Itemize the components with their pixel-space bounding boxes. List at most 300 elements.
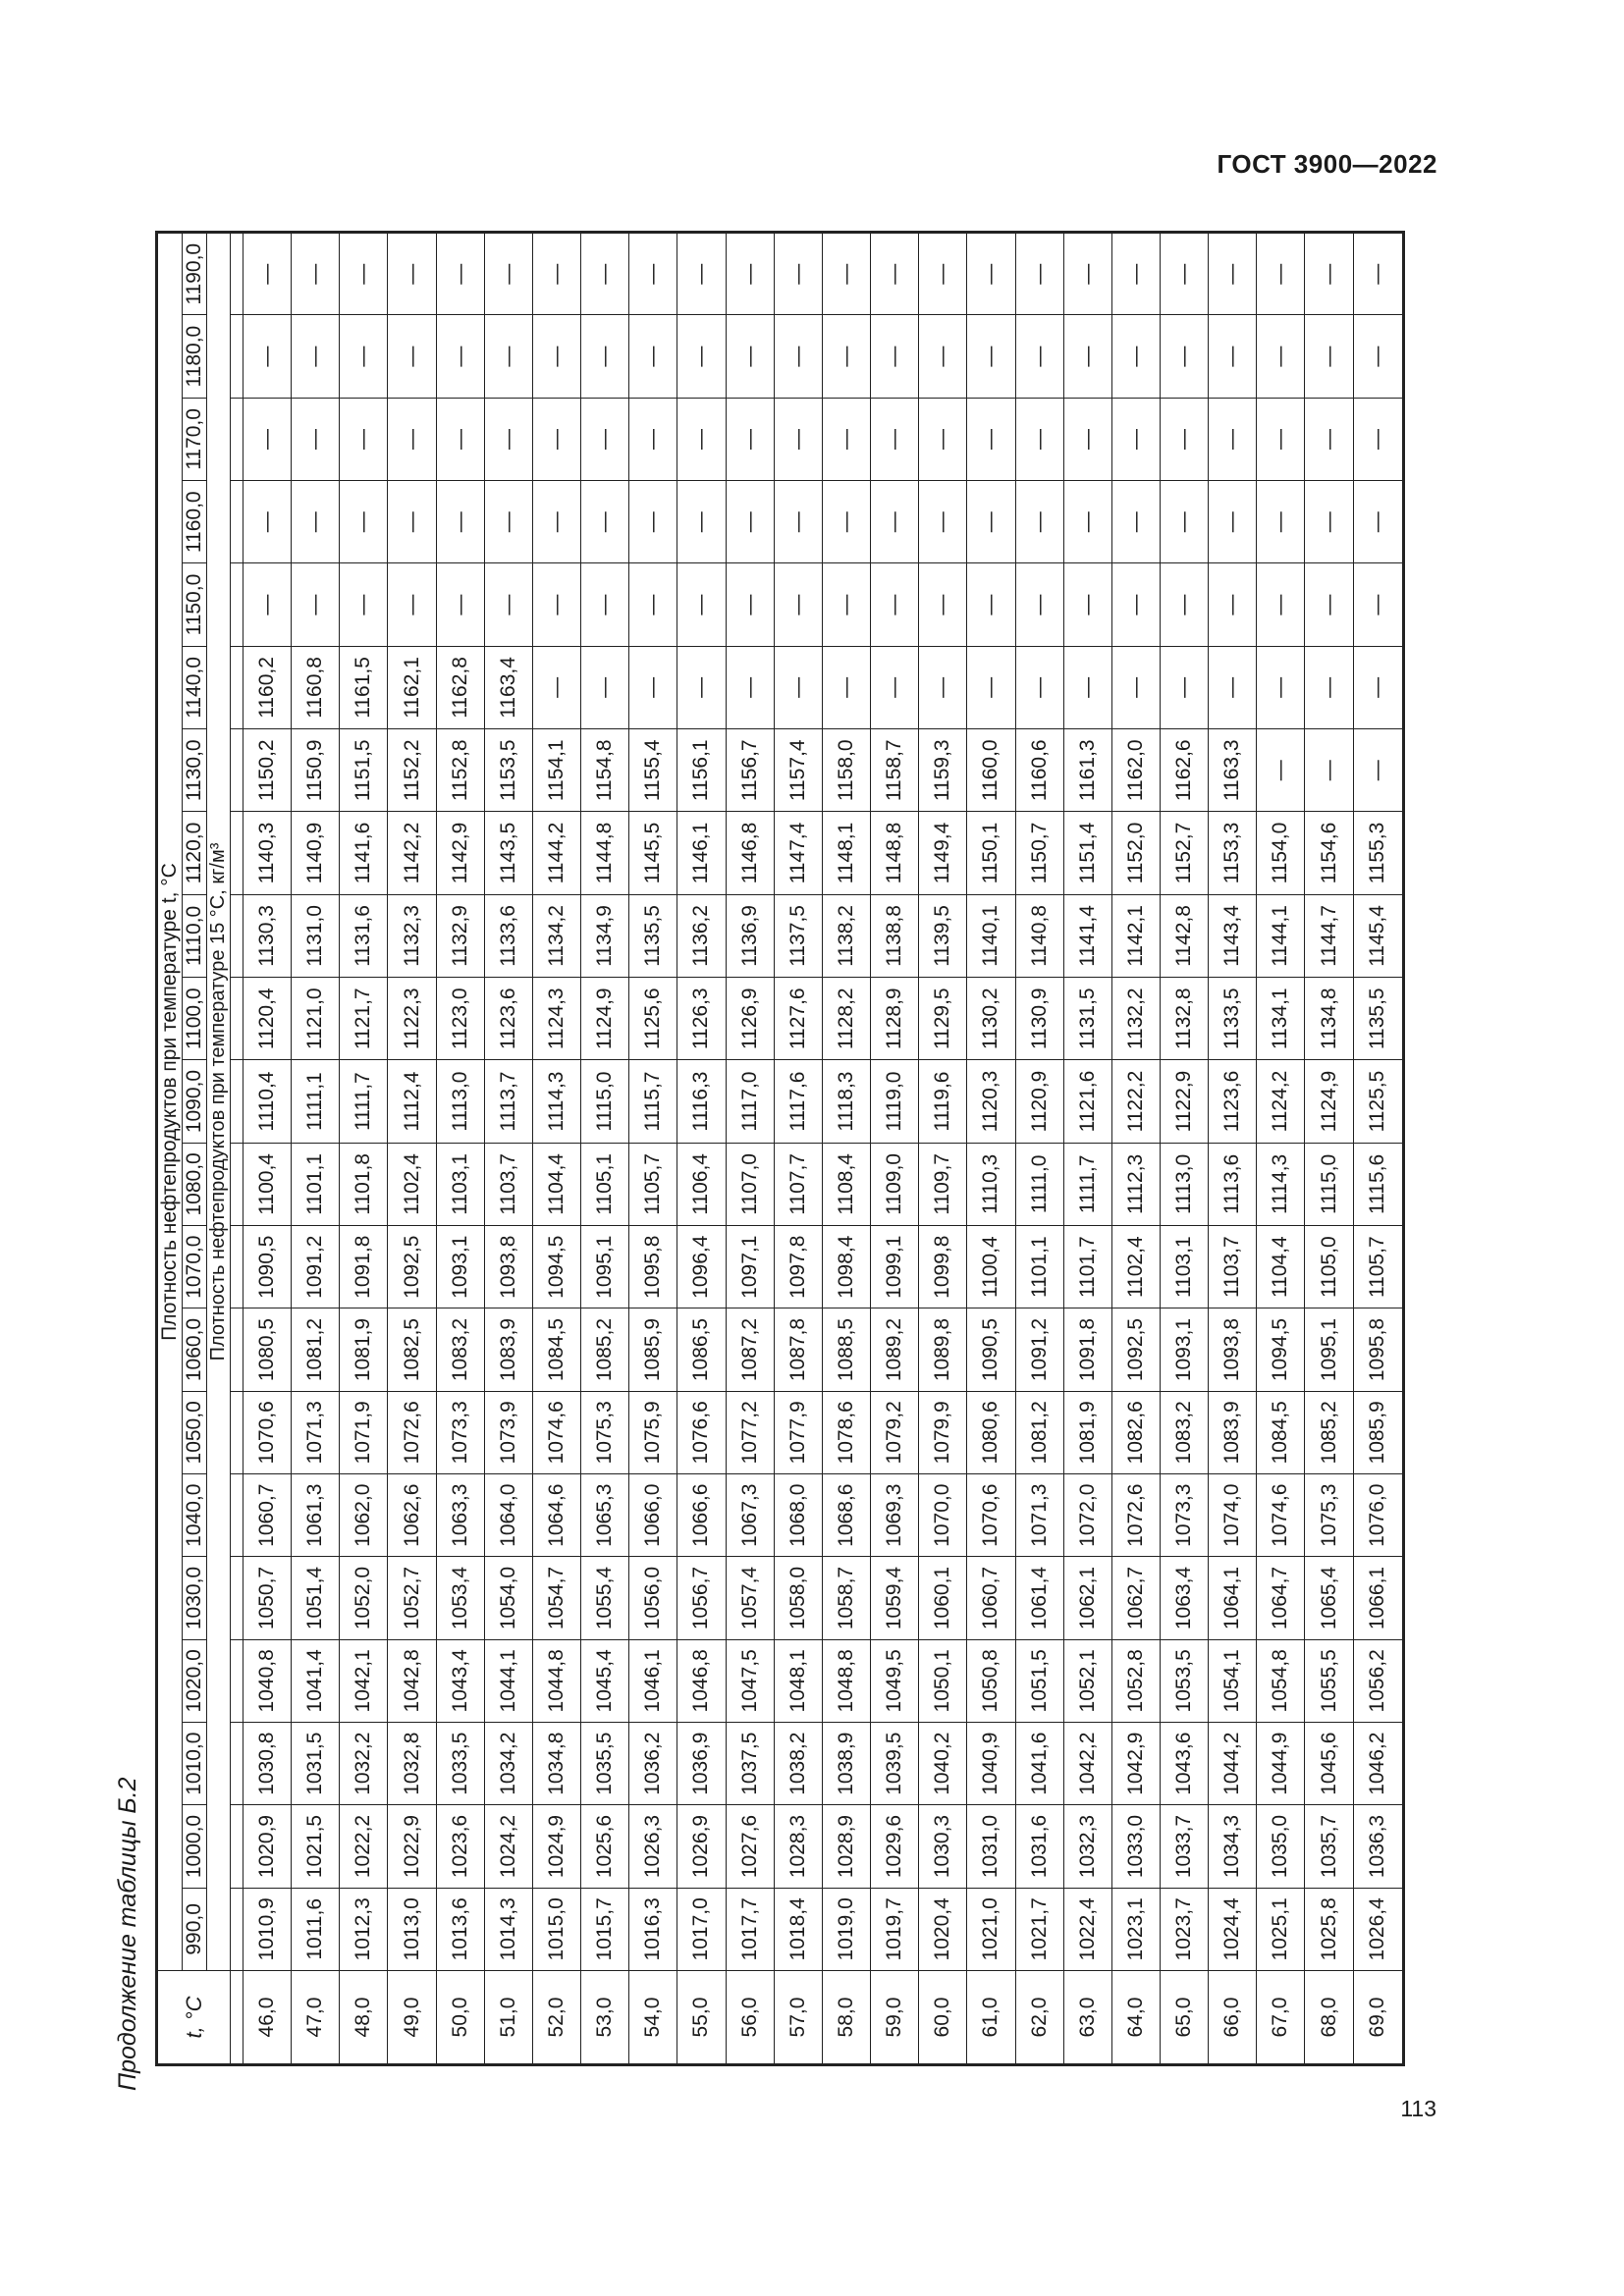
density-cell: 1105,7 [629, 1143, 677, 1225]
density-cell: 1054,0 [484, 1557, 532, 1639]
density-cell: 1128,2 [822, 978, 870, 1060]
separator-cell [231, 1143, 244, 1225]
density-cell: 1052,0 [340, 1557, 388, 1639]
density-cell: 1157,4 [774, 729, 822, 812]
density-cell: 1066,1 [1353, 1557, 1403, 1639]
density-cell: 1024,2 [484, 1805, 532, 1888]
density-cell: 1147,4 [774, 812, 822, 894]
density-cell: 1140,9 [292, 812, 340, 894]
density-cell: — [1063, 398, 1111, 480]
density-cell: 1025,1 [1257, 1888, 1305, 1970]
density-cell: 1069,3 [871, 1474, 919, 1557]
density-cell: 1162,6 [1160, 729, 1208, 812]
density-cell: 1152,7 [1160, 812, 1208, 894]
density-cell: — [967, 481, 1015, 563]
column-header: 1190,0 [183, 233, 207, 315]
density-cell: — [1353, 398, 1403, 480]
density-cell: 1159,3 [919, 729, 967, 812]
density-cell: 1011,6 [292, 1888, 340, 1970]
density-cell: — [1063, 481, 1111, 563]
density-cell: 1061,3 [292, 1474, 340, 1557]
density-cell: 1135,5 [1353, 978, 1403, 1060]
density-cell: 1117,0 [726, 1060, 774, 1143]
density-cell: 1116,3 [677, 1060, 726, 1143]
density-cell: 1160,2 [244, 646, 292, 728]
density-cell: 1144,2 [532, 812, 580, 894]
density-cell: 1048,8 [822, 1639, 870, 1722]
page-number: 113 [1400, 2096, 1436, 2121]
density-cell: 1104,4 [1257, 1226, 1305, 1308]
density-cell: 1062,0 [340, 1474, 388, 1557]
density-cell: 1155,3 [1353, 812, 1403, 894]
density-cell: 1143,4 [1209, 894, 1257, 977]
density-cell: 1110,4 [244, 1060, 292, 1143]
density-cell: 1070,6 [244, 1391, 292, 1473]
density-cell: 1074,6 [1257, 1474, 1305, 1557]
density-cell: 1017,0 [677, 1888, 726, 1970]
density-cell: 1084,5 [532, 1308, 580, 1391]
density-cell: — [1305, 481, 1353, 563]
density-cell: — [967, 563, 1015, 646]
density-cell: 1149,4 [919, 812, 967, 894]
density-cell: 1146,8 [726, 812, 774, 894]
separator-cell [231, 1888, 244, 1970]
density-cell: — [967, 315, 1015, 398]
density-cell: — [1111, 398, 1160, 480]
temp-column-header: t, °C [157, 1971, 231, 2065]
table-row [1209, 233, 1257, 2065]
density-cell: — [1015, 233, 1063, 315]
density-cell: 1106,4 [677, 1143, 726, 1225]
density-cell: 1104,4 [532, 1143, 580, 1225]
density-cell: 1040,2 [919, 1723, 967, 1805]
density-cell: — [484, 233, 532, 315]
density-cell: 1093,8 [484, 1226, 532, 1308]
density-cell: 1026,3 [629, 1805, 677, 1888]
density-cell: 1012,3 [340, 1888, 388, 1970]
density-cell: — [822, 398, 870, 480]
density-cell: 1040,8 [244, 1639, 292, 1722]
density-cell: 1131,0 [292, 894, 340, 977]
density-cell: 1062,7 [1111, 1557, 1160, 1639]
density-cell: 1158,0 [822, 729, 870, 812]
temperature-cell: 64,0 [1111, 1971, 1160, 2065]
density-cell: 1148,8 [871, 812, 919, 894]
density-cell: 1076,6 [677, 1391, 726, 1473]
density-cell: 1015,7 [581, 1888, 629, 1970]
column-header: 1180,0 [183, 315, 207, 398]
density-cell: 1126,3 [677, 978, 726, 1060]
density-cell: 1138,8 [871, 894, 919, 977]
density-cell: 1078,6 [822, 1391, 870, 1473]
density-cell: 1154,8 [581, 729, 629, 812]
density-cell: 1100,4 [244, 1143, 292, 1225]
density-cell: — [1305, 646, 1353, 728]
density-cell: 1026,4 [1353, 1888, 1403, 1970]
density-cell: — [919, 315, 967, 398]
density-cell: — [726, 315, 774, 398]
column-header: 1100,0 [183, 978, 207, 1060]
temperature-cell: 63,0 [1063, 1971, 1111, 2065]
density-cell: — [340, 315, 388, 398]
density-cell: 1046,8 [677, 1639, 726, 1722]
density-cell: — [871, 563, 919, 646]
density-cell: 1092,5 [388, 1226, 436, 1308]
separator-cell [231, 1391, 244, 1473]
density-cell: 1095,1 [1305, 1308, 1353, 1391]
table-row [1111, 233, 1160, 2065]
density-cell: 1051,4 [292, 1557, 340, 1639]
density-cell: 1081,9 [340, 1308, 388, 1391]
density-cell: — [1209, 315, 1257, 398]
density-cell: — [1257, 233, 1305, 315]
density-cell: 1090,5 [244, 1226, 292, 1308]
density-cell: — [1015, 481, 1063, 563]
density-cell: 1085,9 [1353, 1391, 1403, 1473]
density-cell: 1099,1 [871, 1226, 919, 1308]
density-cell: — [629, 646, 677, 728]
density-cell: — [629, 481, 677, 563]
density-cell: 1035,0 [1257, 1805, 1305, 1888]
density-cell: 1105,7 [1353, 1226, 1403, 1308]
table-row [919, 233, 967, 2065]
density-cell: 1045,4 [581, 1639, 629, 1722]
density-cell: 1122,3 [388, 978, 436, 1060]
header-row-columns [183, 233, 207, 2065]
density-cell: — [292, 563, 340, 646]
density-cell: 1154,0 [1257, 812, 1305, 894]
density-cell: 1097,1 [726, 1226, 774, 1308]
temperature-cell: 53,0 [581, 1971, 629, 2065]
table-row [1353, 233, 1403, 2065]
density-cell: 1160,6 [1015, 729, 1063, 812]
density-cell: 1101,8 [340, 1143, 388, 1225]
table-row [774, 233, 822, 2065]
density-cell: 1038,9 [822, 1723, 870, 1805]
density-cell: 1153,5 [484, 729, 532, 812]
density-cell: 1064,7 [1257, 1557, 1305, 1639]
density-cell: 1060,7 [967, 1557, 1015, 1639]
density-cell: 1124,2 [1257, 1060, 1305, 1143]
density-cell: 1021,5 [292, 1805, 340, 1888]
density-cell: 1020,9 [244, 1805, 292, 1888]
density-cell: 1158,7 [871, 729, 919, 812]
density-cell: 1086,5 [677, 1308, 726, 1391]
density-cell: — [629, 563, 677, 646]
density-cell: — [1305, 563, 1353, 646]
temperature-cell: 60,0 [919, 1971, 967, 2065]
table-title: Плотность нефтепродуктов при температуре t, °C [157, 233, 183, 1971]
density-cell: 1018,4 [774, 1888, 822, 1970]
density-cell: 1119,6 [919, 1060, 967, 1143]
density-cell: — [1015, 563, 1063, 646]
density-cell: 1101,7 [1063, 1226, 1111, 1308]
density-cell: 1131,5 [1063, 978, 1111, 1060]
density-cell: — [244, 233, 292, 315]
density-cell: 1162,1 [388, 646, 436, 728]
density-cell: 1113,6 [1209, 1143, 1257, 1225]
density-cell: — [726, 646, 774, 728]
density-cell: — [436, 233, 484, 315]
column-header: 1160,0 [183, 481, 207, 563]
density-cell: — [1257, 398, 1305, 480]
density-cell: — [1063, 563, 1111, 646]
density-cell: 1121,6 [1063, 1060, 1111, 1143]
temperature-cell: 46,0 [244, 1971, 292, 2065]
density-cell: 1103,1 [1160, 1226, 1208, 1308]
density-cell: 1102,4 [388, 1143, 436, 1225]
density-cell: — [1305, 315, 1353, 398]
density-cell: 1156,1 [677, 729, 726, 812]
column-header: 1070,0 [183, 1226, 207, 1308]
density-cell: 1093,1 [436, 1226, 484, 1308]
density-cell: 1063,4 [1160, 1557, 1208, 1639]
header-row-subtitle [207, 233, 231, 2065]
density-cell: 1132,2 [1111, 978, 1160, 1060]
density-cell: — [919, 646, 967, 728]
density-cell: 1128,9 [871, 978, 919, 1060]
density-cell: 1090,5 [967, 1308, 1015, 1391]
density-cell: — [967, 646, 1015, 728]
table-row [484, 233, 532, 2065]
separator-cell [231, 233, 244, 315]
density-cell: 1087,2 [726, 1308, 774, 1391]
density-cell: — [677, 563, 726, 646]
temperature-cell: 58,0 [822, 1971, 870, 2065]
table-row [677, 233, 726, 2065]
density-cell: 1085,9 [629, 1308, 677, 1391]
density-cell: 1107,0 [726, 1143, 774, 1225]
separator-cell [231, 978, 244, 1060]
density-cell: 1075,3 [1305, 1474, 1353, 1557]
density-cell: — [292, 481, 340, 563]
density-cell: 1010,9 [244, 1888, 292, 1970]
separator-cell [231, 1060, 244, 1143]
density-cell: — [1111, 563, 1160, 646]
table-row [436, 233, 484, 2065]
density-cell: — [1257, 646, 1305, 728]
density-cell: 1061,4 [1015, 1557, 1063, 1639]
density-cell: 1141,6 [340, 812, 388, 894]
density-cell: 1040,9 [967, 1723, 1015, 1805]
density-cell: 1052,1 [1063, 1639, 1111, 1722]
density-cell: 1064,6 [532, 1474, 580, 1557]
density-cell: 1073,3 [1160, 1474, 1208, 1557]
density-cell: 1015,0 [532, 1888, 580, 1970]
density-cell: 1027,6 [726, 1805, 774, 1888]
density-cell: 1141,4 [1063, 894, 1111, 977]
density-cell: 1016,3 [629, 1888, 677, 1970]
density-cell: 1023,7 [1160, 1888, 1208, 1970]
density-cell: 1096,4 [677, 1226, 726, 1308]
density-cell: 1082,6 [1111, 1391, 1160, 1473]
density-cell: — [726, 481, 774, 563]
density-cell: 1122,2 [1111, 1060, 1160, 1143]
density-cell: — [388, 481, 436, 563]
density-cell: 1111,7 [1063, 1143, 1111, 1225]
separator-cell [231, 729, 244, 812]
density-cell: 1111,1 [292, 1060, 340, 1143]
density-cell: — [484, 315, 532, 398]
density-cell: 1032,8 [388, 1723, 436, 1805]
table-row [1305, 233, 1353, 2065]
table-body [231, 233, 1404, 2065]
density-cell: — [1111, 646, 1160, 728]
density-cell: — [581, 481, 629, 563]
density-cell: — [436, 481, 484, 563]
density-cell: 1044,8 [532, 1639, 580, 1722]
density-cell: — [581, 398, 629, 480]
density-cell: — [1209, 233, 1257, 315]
column-header: 1010,0 [183, 1723, 207, 1805]
density-cell: 1113,0 [436, 1060, 484, 1143]
density-cell: 1065,3 [581, 1474, 629, 1557]
density-cell: 1024,4 [1209, 1888, 1257, 1970]
temperature-cell: 67,0 [1257, 1971, 1305, 2065]
density-cell: 1033,0 [1111, 1805, 1160, 1888]
temperature-cell: 54,0 [629, 1971, 677, 2065]
separator-cell [231, 1971, 244, 2065]
density-cell: 1038,2 [774, 1723, 822, 1805]
density-cell: — [1257, 481, 1305, 563]
density-cell: 1115,0 [581, 1060, 629, 1143]
temperature-cell: 56,0 [726, 1971, 774, 2065]
density-cell: 1042,9 [1111, 1723, 1160, 1805]
density-cell: 1088,5 [822, 1308, 870, 1391]
density-cell: — [244, 398, 292, 480]
density-cell: 1065,4 [1305, 1557, 1353, 1639]
density-cell: 1062,6 [388, 1474, 436, 1557]
density-cell: 1112,4 [388, 1060, 436, 1143]
density-cell: 1071,3 [292, 1391, 340, 1473]
density-cell: — [484, 398, 532, 480]
density-cell: 1113,0 [1160, 1143, 1208, 1225]
density-cell: 1144,7 [1305, 894, 1353, 977]
density-cell: 1045,6 [1305, 1723, 1353, 1805]
density-cell: 1144,1 [1257, 894, 1305, 977]
density-cell: — [1015, 398, 1063, 480]
density-cell: 1112,3 [1111, 1143, 1160, 1225]
density-cell: 1043,4 [436, 1639, 484, 1722]
density-cell: 1074,0 [1209, 1474, 1257, 1557]
density-cell: 1075,9 [629, 1391, 677, 1473]
density-cell: 1133,5 [1209, 978, 1257, 1060]
density-cell: — [677, 398, 726, 480]
density-cell: 1095,8 [629, 1226, 677, 1308]
density-cell: — [774, 481, 822, 563]
density-cell: 1034,8 [532, 1723, 580, 1805]
density-cell: 1125,6 [629, 978, 677, 1060]
density-cell: 1024,9 [532, 1805, 580, 1888]
density-cell: 1058,7 [822, 1557, 870, 1639]
density-cell: — [340, 481, 388, 563]
density-cell: 1074,6 [532, 1391, 580, 1473]
density-cell: 1134,1 [1257, 978, 1305, 1060]
table-row [726, 233, 774, 2065]
density-cell: 1079,9 [919, 1391, 967, 1473]
document-code: ГОСТ 3900—2022 [1217, 149, 1437, 179]
density-cell: — [388, 233, 436, 315]
table-row [532, 233, 580, 2065]
density-cell: 1070,0 [919, 1474, 967, 1557]
separator-cell [231, 1723, 244, 1805]
density-cell: 1077,9 [774, 1391, 822, 1473]
density-cell: — [1257, 729, 1305, 812]
density-cell: 1044,9 [1257, 1723, 1305, 1805]
density-cell: — [871, 481, 919, 563]
density-cell: — [1160, 398, 1208, 480]
column-header: 1090,0 [183, 1060, 207, 1143]
table-row [292, 233, 340, 2065]
density-cell: — [532, 315, 580, 398]
density-cell: 1121,7 [340, 978, 388, 1060]
density-cell: 1055,4 [581, 1557, 629, 1639]
density-cell: 1120,9 [1015, 1060, 1063, 1143]
density-cell: 1052,8 [1111, 1639, 1160, 1722]
density-cell: 1075,3 [581, 1391, 629, 1473]
density-cell: 1099,8 [919, 1226, 967, 1308]
density-cell: 1134,8 [1305, 978, 1353, 1060]
temperature-cell: 61,0 [967, 1971, 1015, 2065]
density-cell: 1095,8 [1353, 1308, 1403, 1391]
density-cell: 1091,8 [1063, 1308, 1111, 1391]
density-cell: 1060,1 [919, 1557, 967, 1639]
density-cell: 1072,6 [388, 1391, 436, 1473]
density-cell: 1033,7 [1160, 1805, 1208, 1888]
density-cell: 1083,2 [436, 1308, 484, 1391]
temperature-cell: 69,0 [1353, 1971, 1403, 2065]
density-cell: 1121,0 [292, 978, 340, 1060]
density-cell: 1058,0 [774, 1557, 822, 1639]
density-cell: — [1353, 563, 1403, 646]
rotated-table-frame [155, 231, 1405, 2066]
density-cell: — [388, 563, 436, 646]
column-header: 1020,0 [183, 1639, 207, 1722]
density-cell: — [822, 315, 870, 398]
density-cell: 1081,9 [1063, 1391, 1111, 1473]
density-cell: 1103,1 [436, 1143, 484, 1225]
density-cell: 1152,8 [436, 729, 484, 812]
density-cell: — [1353, 481, 1403, 563]
density-cell: 1047,5 [726, 1639, 774, 1722]
density-cell: 1066,6 [677, 1474, 726, 1557]
density-cell: 1022,4 [1063, 1888, 1111, 1970]
density-cell: — [871, 233, 919, 315]
density-cell: 1115,0 [1305, 1143, 1353, 1225]
density-cell: 1046,2 [1353, 1723, 1403, 1805]
density-cell: 1041,4 [292, 1639, 340, 1722]
density-cell: — [1111, 315, 1160, 398]
density-cell: 1043,6 [1160, 1723, 1208, 1805]
density-cell: 1083,2 [1160, 1391, 1208, 1473]
separator-cell [231, 1557, 244, 1639]
density-cell: 1154,6 [1305, 812, 1353, 894]
column-header: 1120,0 [183, 812, 207, 894]
density-cell: 1107,7 [774, 1143, 822, 1225]
density-cell: 1102,4 [1111, 1226, 1160, 1308]
density-cell: 1042,1 [340, 1639, 388, 1722]
density-cell: 1160,0 [967, 729, 1015, 812]
density-cell: — [436, 398, 484, 480]
density-cell: 1091,2 [1015, 1308, 1063, 1391]
density-cell: 1118,3 [822, 1060, 870, 1143]
density-cell: 1094,5 [532, 1226, 580, 1308]
density-cell: 1014,3 [484, 1888, 532, 1970]
density-cell: 1142,2 [388, 812, 436, 894]
density-cell: — [292, 233, 340, 315]
density-cell: 1037,5 [726, 1723, 774, 1805]
density-cell: 1124,3 [532, 978, 580, 1060]
